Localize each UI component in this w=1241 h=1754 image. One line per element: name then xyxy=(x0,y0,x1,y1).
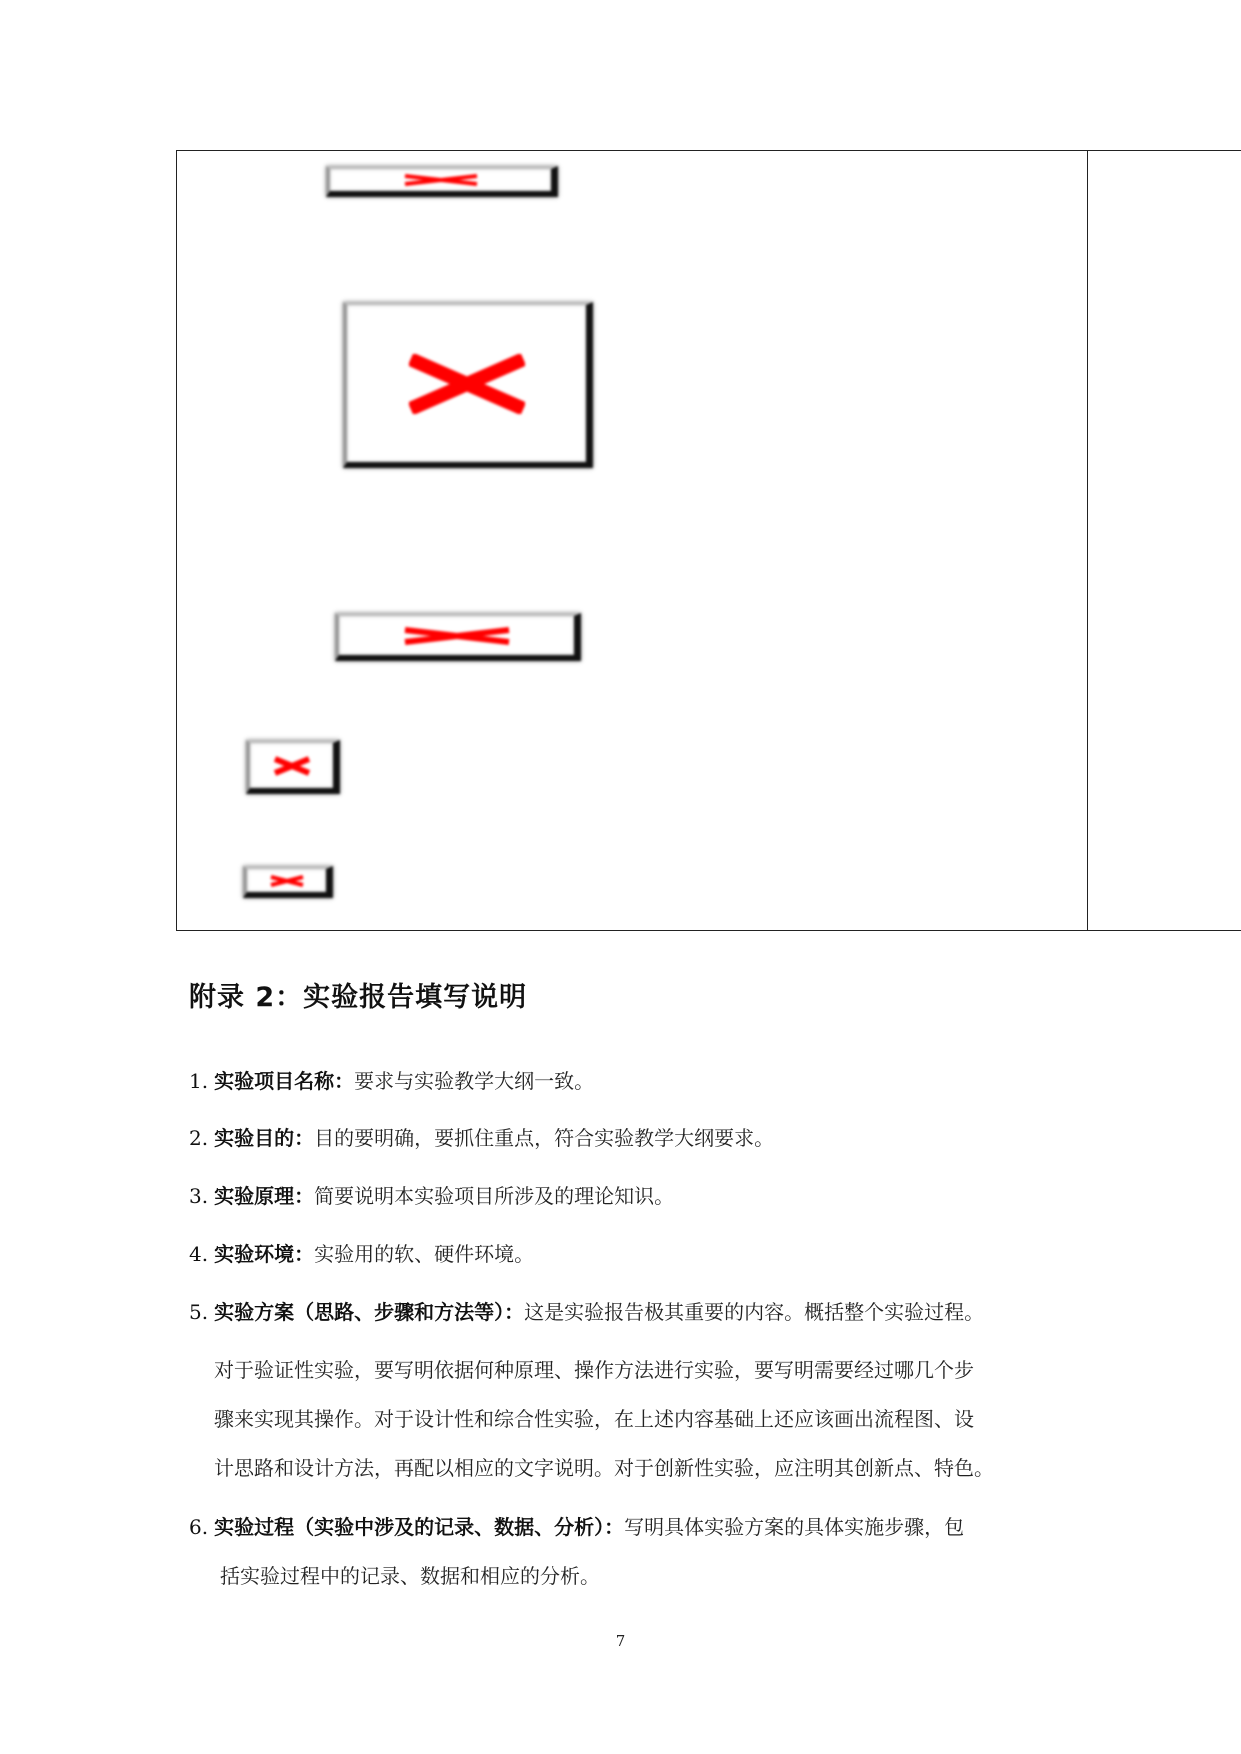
list-item xyxy=(189,1183,674,1209)
item-text: 实验用的软、硬件环境。 xyxy=(314,1242,535,1266)
appendix-title: 附录 2：实验报告填写说明 xyxy=(189,982,528,1013)
broken-image-icon xyxy=(409,354,525,414)
list-item xyxy=(189,1241,534,1267)
item-text: 简要说明本实验项目所涉及的理论知识。 xyxy=(314,1184,675,1208)
broken-image-5 xyxy=(243,866,333,898)
broken-image-1 xyxy=(326,166,558,197)
item-continuation: 对于验证性实验，要写明依据何种原理、操作方法进行实验，要写明需要经过哪几个步 xyxy=(214,1358,974,1382)
item-number: 2. xyxy=(189,1126,209,1150)
item-label: 实验方案（思路、步骤和方法等）： xyxy=(214,1300,525,1324)
item-label: 实验过程（实验中涉及的记录、数据、分析）： xyxy=(214,1515,625,1539)
list-item xyxy=(189,1514,964,1540)
broken-image-4 xyxy=(246,740,340,794)
item-continuation: 骤来实现其操作。对于设计性和综合性实验，在上述内容基础上还应该画出流程图、设 xyxy=(214,1407,974,1431)
item-number: 3. xyxy=(189,1184,209,1208)
item-text: 要求与实验教学大纲一致。 xyxy=(354,1069,595,1093)
item-text: 这是实验报告极其重要的内容。概括整个实验过程。 xyxy=(524,1300,985,1324)
item-label: 实验原理： xyxy=(214,1184,315,1208)
list-item xyxy=(189,1125,774,1151)
item-number: 6. xyxy=(189,1515,209,1539)
item-continuation: 括实验过程中的记录、数据和相应的分析。 xyxy=(220,1564,600,1588)
item-number: 1. xyxy=(189,1069,209,1093)
list-item xyxy=(189,1299,984,1325)
broken-image-icon xyxy=(401,626,513,646)
item-label: 实验环境： xyxy=(214,1242,315,1266)
item-text: 写明具体实验方案的具体实施步骤，包 xyxy=(624,1515,965,1539)
broken-image-icon xyxy=(401,173,481,187)
broken-image-icon xyxy=(267,875,307,887)
item-label: 实验目的： xyxy=(214,1126,315,1150)
item-number: 5. xyxy=(189,1300,209,1324)
broken-image-3 xyxy=(335,613,581,661)
table-column-divider xyxy=(1087,150,1088,931)
item-continuation: 计思路和设计方法，再配以相应的文字说明。对于创新性实验，应注明其创新点、特色。 xyxy=(214,1456,994,1480)
broken-image-2 xyxy=(343,302,593,468)
list-item xyxy=(189,1068,594,1094)
page-number: 7 xyxy=(615,1632,626,1650)
item-number: 4. xyxy=(189,1242,209,1266)
item-text: 目的要明确，要抓住重点，符合实验教学大纲要求。 xyxy=(314,1126,775,1150)
broken-image-icon xyxy=(271,755,313,777)
table-frame xyxy=(176,150,1241,931)
item-label: 实验项目名称： xyxy=(214,1069,355,1093)
